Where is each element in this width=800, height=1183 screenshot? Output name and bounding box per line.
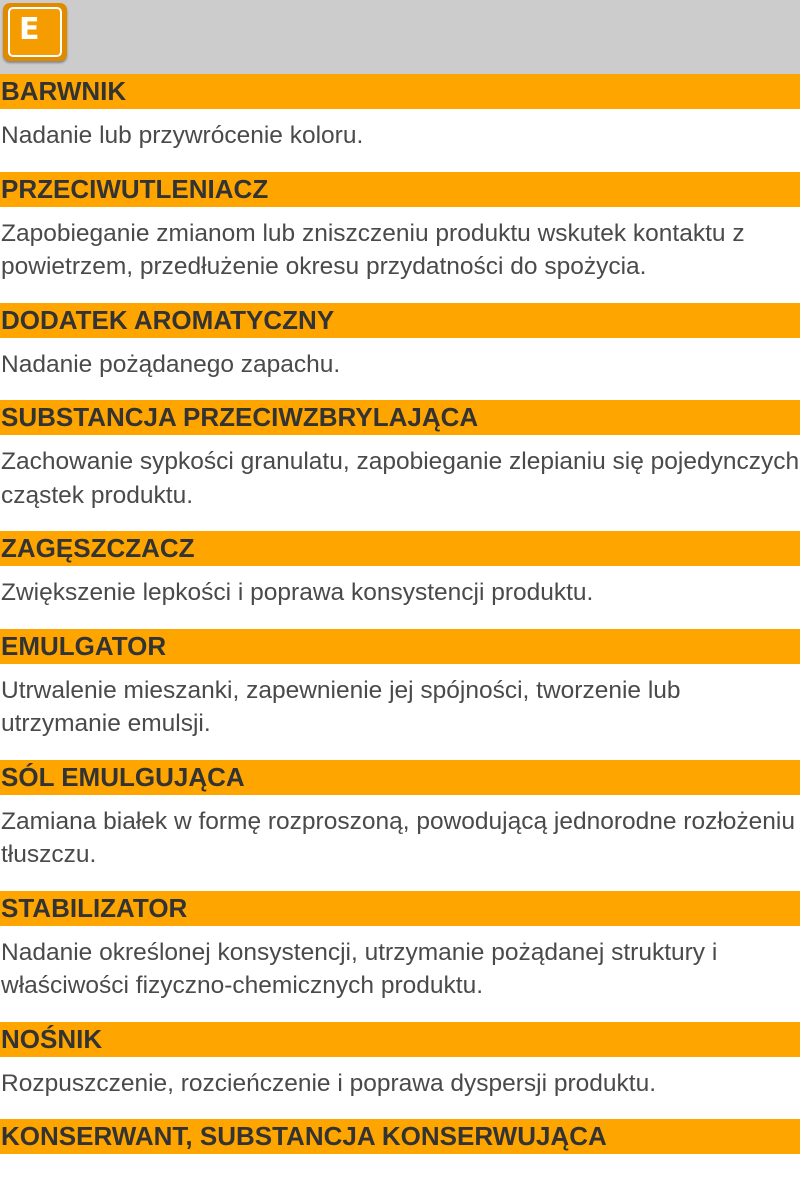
item-description: Zachowanie sypkości granulatu, zapobieganie zlepianiu się pojedynczych cząstek produktu.: [1, 448, 800, 509]
logo-letter: E: [19, 12, 40, 47]
item-title: PRZECIWUTLENIACZ: [0, 172, 800, 207]
item-title: SÓL EMULGUJĄCA: [0, 760, 800, 795]
item-title: BARWNIK: [0, 74, 800, 109]
item-description: Utrwalenie mieszanki, zapewnienie jej spójności, tworzenie lub utrzymanie emulsji.: [1, 676, 681, 737]
item-title: NOŚNIK: [0, 1022, 800, 1057]
item-title: DODATEK AROMATYCZNY: [0, 303, 800, 338]
item-title: ZAGĘSZCZACZ: [0, 531, 800, 566]
list-item: [0, 531, 800, 610]
logo-frame: [8, 7, 62, 57]
item-description: Zamiana białek w formę rozproszoną, powodującą jednorodne rozłożeniu tłuszczu.: [1, 807, 795, 868]
list-item: [0, 172, 800, 284]
item-description: Nadanie pożądanego zapachu.: [1, 350, 341, 378]
list-item: [0, 303, 800, 382]
list-item: [0, 400, 800, 512]
item-description: Rozpuszczenie, rozcieńczenie i poprawa dyspersji produktu.: [1, 1069, 657, 1097]
list-item: [0, 629, 800, 741]
list-item: [0, 1119, 800, 1164]
list-item: [0, 891, 800, 1003]
list-item: [0, 760, 800, 872]
item-title: STABILIZATOR: [0, 891, 800, 926]
item-description: Zapobieganie zmianom lub zniszczeniu produktu wskutek kontaktu z powietrzem, przedłużenie okresu przydatności do spożycia.: [1, 219, 745, 280]
list-item: [0, 74, 800, 153]
item-title: EMULGATOR: [0, 629, 800, 664]
item-title: SUBSTANCJA PRZECIWZBRYLAJĄCA: [0, 400, 800, 435]
item-title: KONSERWANT, SUBSTANCJA KONSERWUJĄCA: [0, 1119, 800, 1154]
additive-function-list: [0, 74, 800, 1183]
item-description: Nadanie określonej konsystencji, utrzymanie pożądanej struktury i właściwości fizyczno-chemicznych produktu.: [1, 938, 718, 999]
app-header: [0, 0, 800, 74]
app-logo-icon[interactable]: [3, 3, 67, 61]
item-description: Nadanie lub przywrócenie koloru.: [1, 122, 364, 149]
item-description: [0, 1154, 800, 1164]
item-description: Zwiększenie lepkości i poprawa konsystencji produktu.: [1, 579, 594, 606]
list-item: [0, 1022, 800, 1101]
